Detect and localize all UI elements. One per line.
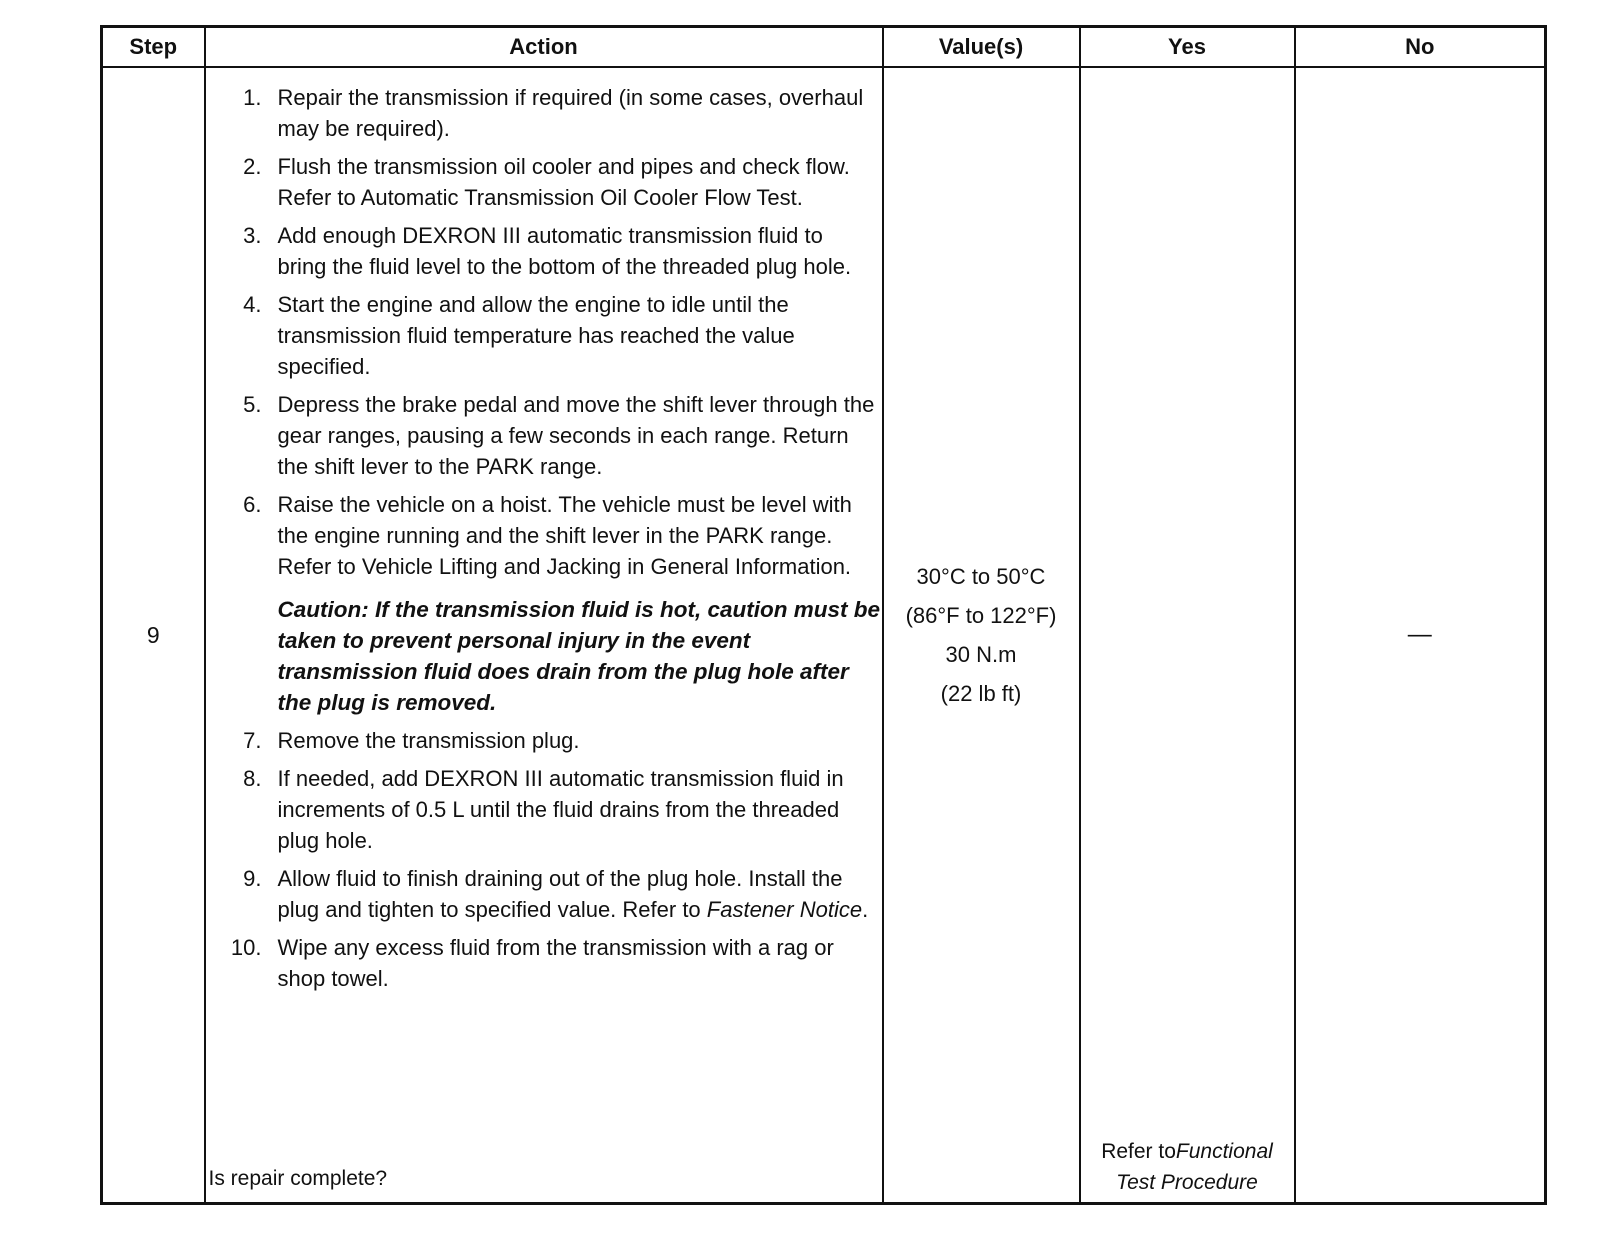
action-item-text: Start the engine and allow the engine to idle until the transmission fluid temperature has reached the value specified. <box>277 292 795 379</box>
action-item-text: Repair the transmission if required (in some cases, overhaul may be required). <box>277 85 864 141</box>
action-item-text-suffix: . <box>862 897 869 922</box>
action-item <box>206 863 876 925</box>
header-values: Value(s) <box>883 27 1080 68</box>
action-item-number: 5. <box>243 392 262 417</box>
diagnostic-table <box>100 25 1547 1205</box>
action-item-number: 10. <box>230 935 262 960</box>
no-cell: — <box>1295 67 1546 1204</box>
action-item-number: 9. <box>243 866 262 891</box>
action-item-text: Add enough DEXRON III automatic transmission fluid to bring the fluid level to the bottom of the threaded plug hole. <box>277 223 852 279</box>
action-item-number: 1. <box>243 85 262 110</box>
action-item <box>206 289 876 382</box>
action-item <box>206 220 876 282</box>
action-item-text: Raise the vehicle on a hoist. The vehicle must be level with the engine running and the shift lever in the PARK range. Refer to Vehicle Lifting and Jacking in General Information. <box>277 492 852 579</box>
action-item-text: Remove the transmission plug. <box>277 728 580 753</box>
action-item-text-prefix: Allow fluid to finish draining out of the plug hole. Install the plug and tighten to specified value. Refer to <box>277 866 843 922</box>
repair-complete-question: Is repair complete? <box>208 1167 388 1190</box>
header-step: Step <box>102 27 205 68</box>
action-item <box>206 151 876 213</box>
action-item <box>206 82 876 144</box>
functional-test-reference: Functional Test Procedure <box>1116 1140 1273 1194</box>
action-item-text: Flush the transmission oil cooler and pipes and check flow. Refer to Automatic Transmission Oil Cooler Flow Test. <box>277 154 850 210</box>
action-item-number: 3. <box>243 223 262 248</box>
action-item <box>206 725 876 756</box>
torque-imperial-value: (22 lb ft) <box>940 681 1022 706</box>
action-item <box>206 389 876 482</box>
action-item-text: Wipe any excess fluid from the transmission with a rag or shop towel. <box>277 935 834 991</box>
action-item-number: 6. <box>243 492 262 517</box>
temperature-celsius-value: 30°C to 50°C <box>916 564 1046 589</box>
action-item <box>206 763 876 856</box>
header-no: No <box>1295 27 1546 68</box>
caution-note: Caution: If the transmission fluid is hot, caution must be taken to prevent personal injury in the event transmission fluid does drain from the plug hole after the plug is removed. <box>277 597 881 715</box>
action-item <box>206 932 876 994</box>
values-cell <box>883 67 1080 1204</box>
header-yes: Yes <box>1080 27 1295 68</box>
yes-refer-label: Refer to <box>1101 1140 1176 1163</box>
action-item <box>206 489 876 582</box>
action-item-number: 7. <box>243 728 262 753</box>
step-number: 9 <box>102 67 205 1204</box>
action-item-number: 2. <box>243 154 262 179</box>
table-row <box>102 67 1546 1204</box>
header-row <box>102 27 1546 68</box>
action-list-continued <box>206 725 882 994</box>
action-item-text: Depress the brake pedal and move the shift lever through the gear ranges, pausing a few seconds in each range. Return the shift lever to the PARK range. <box>277 392 875 479</box>
yes-cell <box>1080 67 1295 1204</box>
torque-metric-value: 30 N.m <box>945 642 1017 667</box>
action-item-number: 4. <box>243 292 262 317</box>
temperature-fahrenheit-value: (86°F to 122°F) <box>905 603 1057 628</box>
header-action: Action <box>205 27 883 68</box>
action-item-text: If needed, add DEXRON III automatic transmission fluid in increments of 0.5 L until the fluid drains from the threaded plug hole. <box>277 766 844 853</box>
action-list <box>206 68 882 582</box>
fastener-notice-reference: Fastener Notice <box>706 897 863 922</box>
action-cell <box>205 67 883 1204</box>
action-item-number: 8. <box>243 766 262 791</box>
